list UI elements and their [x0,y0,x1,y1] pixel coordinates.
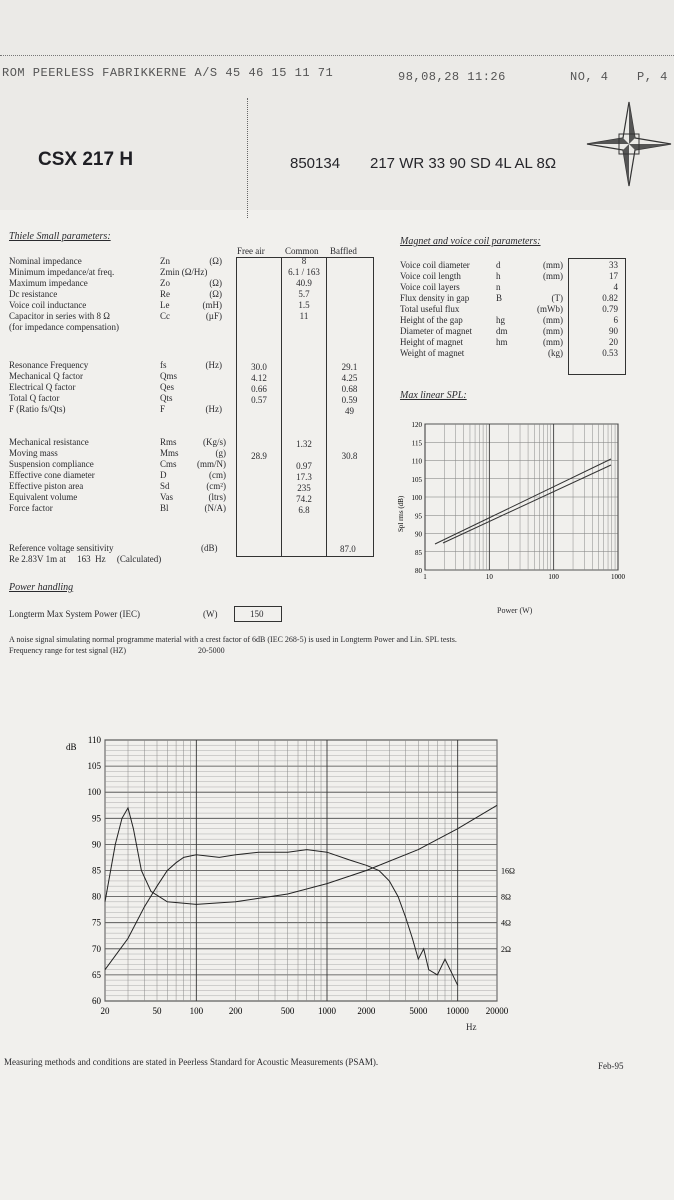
model-title: CSX 217 H [38,149,134,170]
test-range-value: 20-5000 [198,646,225,655]
magnet-symbols: d h n B hg dm hm [496,260,508,347]
ts-group1-units: (Ω) (Ω) (Ω) (mH) (µF) [202,256,222,321]
fr-ytick: 65 [92,969,101,980]
thiele-small-title: Thiele Small parameters: [9,231,111,242]
test-range-label: Frequency range for test signal (HZ) [9,646,127,655]
ts-group3-common: 1.32 0.97 17.3 235 74.2 6.8 [296,439,312,515]
ts-group1-common: 8 6.1 / 163 40.9 5.7 1.5 11 [288,256,320,321]
power-note: A noise signal simulating normal programme material with a crest factor of 6dB (IEC 268-5) is used in Longterm Power and Lin. SPL tests. [9,635,457,644]
fr-impedance-label: 8Ω [501,892,511,902]
fr-ytick: 75 [92,917,101,928]
fr-xtick: 200 [228,1006,243,1016]
max-spl-ytick: 110 [411,457,422,466]
max-spl-xtick: 10 [485,573,493,581]
fr-ytick: 95 [92,813,101,824]
ts-group1-symbols: Zn Zmin (Ω/Hz) Zo Re Le Cc [160,256,208,321]
fr-ytick: 85 [92,865,101,876]
fr-ylabel: dB [66,742,77,752]
fr-xtick: 2000 [357,1006,376,1016]
ts-group2-labels: Resonance Frequency Mechanical Q factor Electrical Q factor Total Q factor F (Ratio fs/Qts) [9,360,89,414]
dotted-divider [247,98,248,218]
max-spl-title: Max linear SPL: [400,390,467,401]
max-spl-ytick: 95 [415,512,422,521]
fax-number: NO, 4 [570,70,609,84]
fr-ytick: 110 [87,735,101,745]
col-baffled: Baffled [330,246,357,256]
ts-group3-symbols: Rms Mms Cms D Sd Vas Bl [160,437,179,513]
max-spl-line-b [443,465,611,543]
magnet-title: Magnet and voice coil parameters: [400,236,541,247]
max-spl-xtick: 100 [548,573,559,581]
max-spl-ytick: 105 [411,475,422,484]
fr-xlabel: Hz [466,1022,477,1032]
fr-xtick: 20 [100,1006,110,1016]
fr-xtick: 50 [152,1006,162,1016]
fax-sender-line: ROM PEERLESS FABRIKKERNE A/S 45 46 15 11 71 [2,66,334,80]
ts-group3-units: (Kg/s) (g) (mm/N) (cm) (cm²) (ltrs) (N/A) [197,437,226,513]
fr-ytick: 90 [92,839,101,850]
ts-group2-free: 30.0 4.12 0.66 0.57 [251,362,267,405]
fr-ytick: 100 [87,787,101,798]
fr-impedance-label: 16Ω [501,866,515,876]
max-spl-chart [393,412,633,612]
power-unit: (W) [203,609,218,619]
ts-group3-baffled: 30.8 [341,451,358,461]
sensitivity-label: Reference voltage sensitivity [9,543,114,553]
peerless-logo-icon [585,98,674,190]
fax-page: P, 4 [637,70,668,84]
ts-group1-labels: Nominal impedance Minimum impedance/at freq. Maximum impedance Dc resistance Voice coil inductance Capacitor in series with 8 Ω (for impedance compensation) [9,256,119,332]
col-free-air: Free air [237,246,265,256]
ts-group2-symbols: fs Qms Qes Qts F [160,360,178,414]
max-spl-ytick: 90 [415,530,422,539]
max-spl-xtick: 1000 [611,573,625,581]
max-spl-xlabel: Power (W) [497,606,533,615]
fr-ytick: 105 [87,761,101,772]
sensitivity-value: 87.0 [340,544,356,554]
model-description: 217 WR 33 90 SD 4L AL 8Ω [370,155,557,172]
fr-xtick: 500 [280,1006,295,1016]
max-spl-ytick: 85 [415,548,422,557]
fr-xtick: 100 [189,1006,204,1016]
power-label: Longterm Max System Power (IEC) [9,609,140,619]
max-spl-xtick: 1 [423,573,427,581]
fr-ytick: 60 [92,996,101,1006]
fax-header-area [0,0,674,210]
part-number: 850134 [290,155,341,172]
ts-group3-labels: Mechanical resistance Moving mass Suspension compliance Effective cone diameter Effective piston area Equivalent volume Force factor [9,437,95,513]
max-spl-ylabel: Spl rms (dB) [397,495,405,532]
max-spl-ytick: 120 [411,421,422,429]
ts-group3-free: 28.9 [251,451,267,461]
magnet-units: (mm) (mm) (T) (mWb) (mm) (mm) (mm) (kg) [537,260,563,358]
footer-date: Feb-95 [598,1061,624,1071]
max-spl-ytick: 80 [415,567,422,575]
ts-group2-units: (Hz) (Hz) [205,360,222,414]
fr-xtick: 1000 [317,1006,336,1016]
fr-ytick: 70 [92,943,101,954]
power-title: Power handling [9,582,74,593]
magnet-values: 33 17 4 0.82 0.79 6 90 20 0.53 [602,260,618,358]
fax-datetime: 98,08,28 11:26 [398,70,506,84]
max-spl-ytick: 115 [411,439,422,448]
fr-xtick: 10000 [446,1006,469,1016]
fr-ytick: 80 [92,891,101,902]
fr-impedance-label: 2Ω [501,944,511,954]
frequency-response-chart [60,728,600,1028]
fr-impedance-label: 4Ω [501,918,511,928]
sensitivity-note: Re 2.83V 1m at 163 Hz (Calculated) [9,554,162,564]
col-common: Common [285,246,319,256]
footer-note: Measuring methods and conditions are stated in Peerless Standard for Acoustic Measurements (PSAM). [4,1057,379,1067]
ts-group2-baffled: 29.1 4.25 0.68 0.59 49 [341,362,358,416]
dotted-rule [0,55,674,56]
sensitivity-unit: (dB) [201,543,218,553]
power-value: 150 [250,609,264,619]
fr-xtick: 20000 [485,1006,509,1016]
magnet-labels: Voice coil diameter Voice coil length Voice coil layers Flux density in gap Total useful flux Height of the gap Diameter of magnet Height of magnet Weight of magnet [400,260,472,358]
max-spl-ytick: 100 [411,494,422,502]
fr-xtick: 5000 [409,1006,428,1016]
